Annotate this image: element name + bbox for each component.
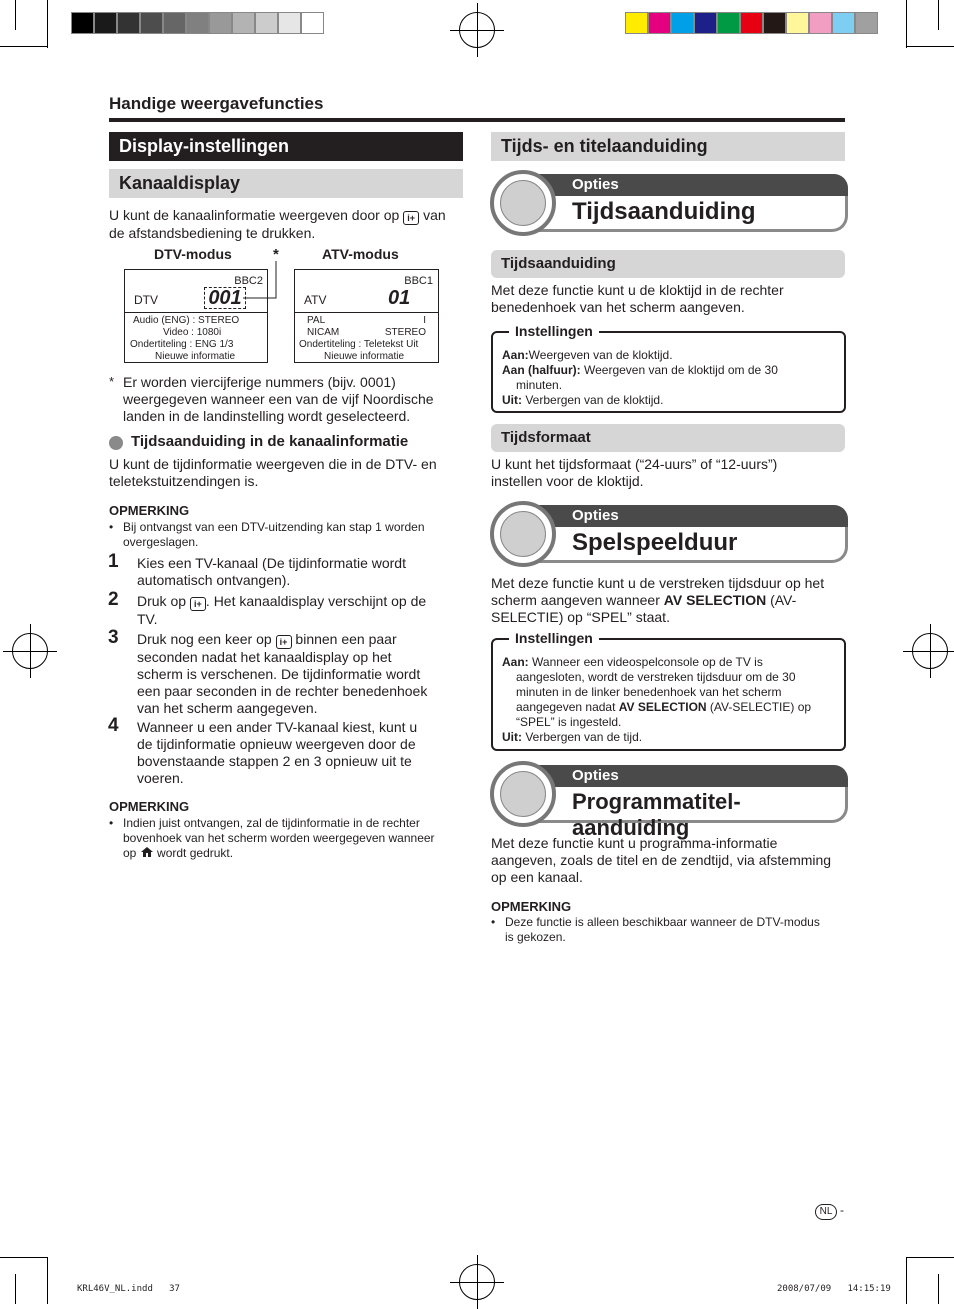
registration-mark bbox=[912, 633, 948, 669]
intro-text: U kunt de kanaalinformatie weergeven door op i+ van de afstandsbediening te drukken. bbox=[109, 207, 446, 241]
options-header: Opties bbox=[520, 765, 848, 787]
dtv-video: Video : 1080i bbox=[163, 327, 222, 338]
color-swatch bbox=[648, 12, 671, 34]
atv-system: PAL bbox=[307, 315, 326, 326]
channel-display-bar: Kanaaldisplay bbox=[109, 169, 463, 198]
settings-label: Instellingen bbox=[509, 323, 599, 339]
crop-mark bbox=[938, 0, 939, 30]
atv-audio-value: STEREO bbox=[384, 327, 426, 338]
program-desc: Met deze functie kunt u programma-informatie aangeven, zoals de titel en de zendtijd, via afstemming op een kanaal. bbox=[491, 835, 832, 885]
note-title: OPMERKING bbox=[109, 799, 190, 814]
crop-mark bbox=[15, 1274, 16, 1304]
crop-mark bbox=[0, 1257, 48, 1258]
step-number: 2 bbox=[108, 589, 119, 610]
atv-new-info: Nieuwe informatie bbox=[324, 351, 405, 362]
language-badge: NL bbox=[815, 1204, 837, 1220]
atv-audio: NICAM bbox=[307, 327, 340, 338]
options-menu-icon bbox=[490, 501, 556, 567]
note-text: Bij ontvangst van een DTV-uitzending kan stap 1 worden overgeslagen. bbox=[123, 520, 425, 549]
section-rule bbox=[109, 118, 845, 122]
atv-subtitle: Ondertiteling : Teletekst Uit bbox=[299, 339, 419, 350]
options-title: Programmatitel-aanduiding bbox=[572, 789, 741, 840]
settings-box-game bbox=[491, 630, 846, 751]
options-panel-time bbox=[490, 174, 848, 236]
dtv-channel-name: BBC2 bbox=[234, 275, 263, 287]
sub-bar-time-format: Tijdsformaat bbox=[491, 424, 845, 452]
color-swatch bbox=[301, 12, 324, 34]
callout-line bbox=[240, 255, 280, 301]
dtv-mode: DTV bbox=[134, 293, 158, 307]
color-swatch bbox=[278, 12, 301, 34]
sub-bar-time: Tijdsaanduiding bbox=[491, 250, 845, 278]
dtv-mode-label: DTV-modus bbox=[154, 246, 232, 262]
color-swatches bbox=[625, 12, 878, 34]
setting-on-cont: aangesloten, wordt de verstreken tijdsduur om de 30 bbox=[516, 670, 796, 684]
color-swatch bbox=[117, 12, 140, 34]
file-info: KRL46V_NL.indd 37 bbox=[77, 1284, 180, 1294]
atv-mode: ATV bbox=[304, 293, 327, 307]
options-panel-game bbox=[490, 505, 848, 567]
color-swatch bbox=[163, 12, 186, 34]
step-text: Druk nog een keer op i+ binnen een paar seconden nadat het kanaaldisplay op het scherm is verschenen. De tijdinformatie wordt een paar seconden in de rechter benedenhoek van het scherm aangegeven. bbox=[137, 631, 428, 716]
bullet-circle-icon bbox=[109, 436, 123, 450]
setting-on-half: Aan (halfuur): Weergeven van de kloktijd om de 30 bbox=[502, 363, 778, 377]
settings-label: Instellingen bbox=[509, 630, 599, 646]
crop-mark bbox=[15, 0, 16, 30]
options-menu-icon bbox=[490, 761, 556, 827]
divider bbox=[295, 312, 438, 313]
dtv-audio: Audio (ENG) : STEREO bbox=[133, 315, 240, 326]
step-number: 1 bbox=[108, 551, 119, 572]
crop-mark bbox=[906, 46, 954, 47]
section-title: Handige weergavefuncties bbox=[109, 94, 324, 113]
divider bbox=[125, 312, 267, 313]
time-format-desc: U kunt het tijdsformaat (“24-uurs” of “12-uurs”) instellen voor de kloktijd. bbox=[491, 456, 778, 489]
note-text: Indien juist ontvangen, zal de tijdinformatie in de rechter bovenhoek van het scherm worden weergegeven wanneer op wordt gedrukt. bbox=[123, 816, 435, 860]
setting-off: Uit: Verbergen van de kloktijd. bbox=[502, 393, 664, 407]
note-title: OPMERKING bbox=[109, 503, 190, 518]
subsection-heading: Tijdsaanduiding in de kanaalinformatie bbox=[131, 433, 409, 450]
color-swatch bbox=[809, 12, 832, 34]
color-swatch bbox=[717, 12, 740, 34]
grayscale-swatches bbox=[71, 12, 324, 34]
time-desc: Met deze functie kunt u de kloktijd in de rechter benedenhoek van het scherm aangeven. bbox=[491, 282, 784, 315]
step-text: Wanneer u een ander TV-kanaal kiest, kunt u de tijdinformatie opnieuw weergeven door de bovenstaande stappen 2 en 3 opnieuw uit te voeren. bbox=[137, 719, 418, 786]
page-dash: - bbox=[840, 1203, 844, 1217]
atv-display-box bbox=[294, 269, 439, 363]
options-menu-icon bbox=[490, 170, 556, 236]
dtv-new-info: Nieuwe informatie bbox=[155, 351, 236, 362]
atv-mode-label: ATV-modus bbox=[322, 246, 399, 262]
footnote-asterisk: * bbox=[109, 374, 115, 389]
options-panel-program bbox=[490, 765, 848, 840]
setting-on: Aan:Weergeven van de kloktijd. bbox=[502, 348, 673, 362]
color-swatch bbox=[94, 12, 117, 34]
registration-mark bbox=[12, 633, 48, 669]
options-header: Opties bbox=[520, 174, 848, 196]
note-text: Deze functie is alleen beschikbaar wanneer de DTV-modus is gekozen. bbox=[505, 915, 820, 944]
color-swatch bbox=[255, 12, 278, 34]
color-swatch bbox=[786, 12, 809, 34]
color-swatch bbox=[763, 12, 786, 34]
note-bullet: • bbox=[109, 816, 114, 830]
setting-on: Aan: Wanneer een videospelconsole op de TV is bbox=[502, 655, 763, 669]
color-swatch bbox=[232, 12, 255, 34]
dtv-channel-number: 001 bbox=[204, 287, 246, 309]
atv-channel-name: BBC1 bbox=[404, 275, 433, 287]
color-swatch bbox=[855, 12, 878, 34]
info-button-icon: i+ bbox=[403, 211, 419, 225]
options-title: Tijdsaanduiding bbox=[572, 198, 756, 225]
setting-on-cont: minuten in de linker benedenhoek van het scherm bbox=[516, 685, 782, 699]
color-swatch bbox=[625, 12, 648, 34]
color-swatch bbox=[140, 12, 163, 34]
note-bullet: • bbox=[491, 915, 496, 929]
crop-mark bbox=[47, 0, 48, 48]
atv-channel-number: 01 bbox=[388, 287, 411, 309]
crop-mark bbox=[906, 0, 907, 48]
color-swatch bbox=[832, 12, 855, 34]
step-text: Druk op i+ . Het kanaaldisplay verschijnt op de TV. bbox=[137, 593, 427, 627]
game-desc: Met deze functie kunt u de verstreken tijdsduur op het scherm aangeven wanneer AV SELECTION (AV- SELECTIE) op “SPEL” staat. bbox=[491, 575, 825, 625]
setting-on-cont: “SPEL” is ingesteld. bbox=[516, 715, 622, 729]
crop-mark bbox=[906, 1257, 907, 1304]
crop-mark bbox=[938, 1274, 939, 1304]
color-swatch bbox=[186, 12, 209, 34]
crop-mark bbox=[47, 1257, 48, 1304]
step-number: 3 bbox=[108, 627, 119, 648]
dtv-subtitle: Ondertiteling : ENG 1/3 bbox=[130, 339, 234, 350]
info-button-icon: i+ bbox=[276, 635, 292, 649]
setting-on-cont: aangegeven nadat AV SELECTION (AV-SELECTIE) op bbox=[516, 700, 812, 714]
registration-mark bbox=[459, 1264, 495, 1300]
note-bullet: • bbox=[109, 520, 114, 534]
settings-box-time bbox=[491, 323, 846, 413]
color-swatch bbox=[71, 12, 94, 34]
crop-mark bbox=[0, 46, 48, 47]
home-icon bbox=[140, 846, 154, 858]
setting-off: Uit: Verbergen van de tijd. bbox=[502, 730, 643, 744]
setting-on-half-cont: minuten. bbox=[516, 378, 563, 392]
color-swatch bbox=[209, 12, 232, 34]
color-swatch bbox=[740, 12, 763, 34]
color-swatch bbox=[694, 12, 717, 34]
asterisk: * bbox=[273, 246, 279, 263]
registration-mark bbox=[459, 12, 495, 48]
print-date: 2008/07/09 14:15:19 bbox=[777, 1284, 891, 1294]
time-title-bar: Tijds- en titelaanduiding bbox=[491, 132, 845, 161]
info-button-icon: i+ bbox=[190, 597, 206, 611]
step-text: Kies een TV-kanaal (De tijdinformatie wordt automatisch ontvangen). bbox=[137, 555, 406, 588]
display-settings-bar: Display-instellingen bbox=[109, 132, 463, 161]
subsection-text: U kunt de tijdinformatie weergeven die in de DTV- en teletekstuitzendingen is. bbox=[109, 456, 437, 489]
note-title: OPMERKING bbox=[491, 899, 572, 914]
crop-mark bbox=[906, 1257, 954, 1258]
options-title: Spelspeelduur bbox=[572, 529, 738, 556]
options-header: Opties bbox=[520, 505, 848, 527]
color-swatch bbox=[671, 12, 694, 34]
step-number: 4 bbox=[108, 715, 119, 736]
atv-system-value: I bbox=[423, 315, 426, 326]
footnote: Er worden viercijferige nummers (bijv. 0001) weergegeven wanneer een van de vijf Noordische landen in de landinstelling wordt geselecteerd. bbox=[123, 374, 434, 424]
